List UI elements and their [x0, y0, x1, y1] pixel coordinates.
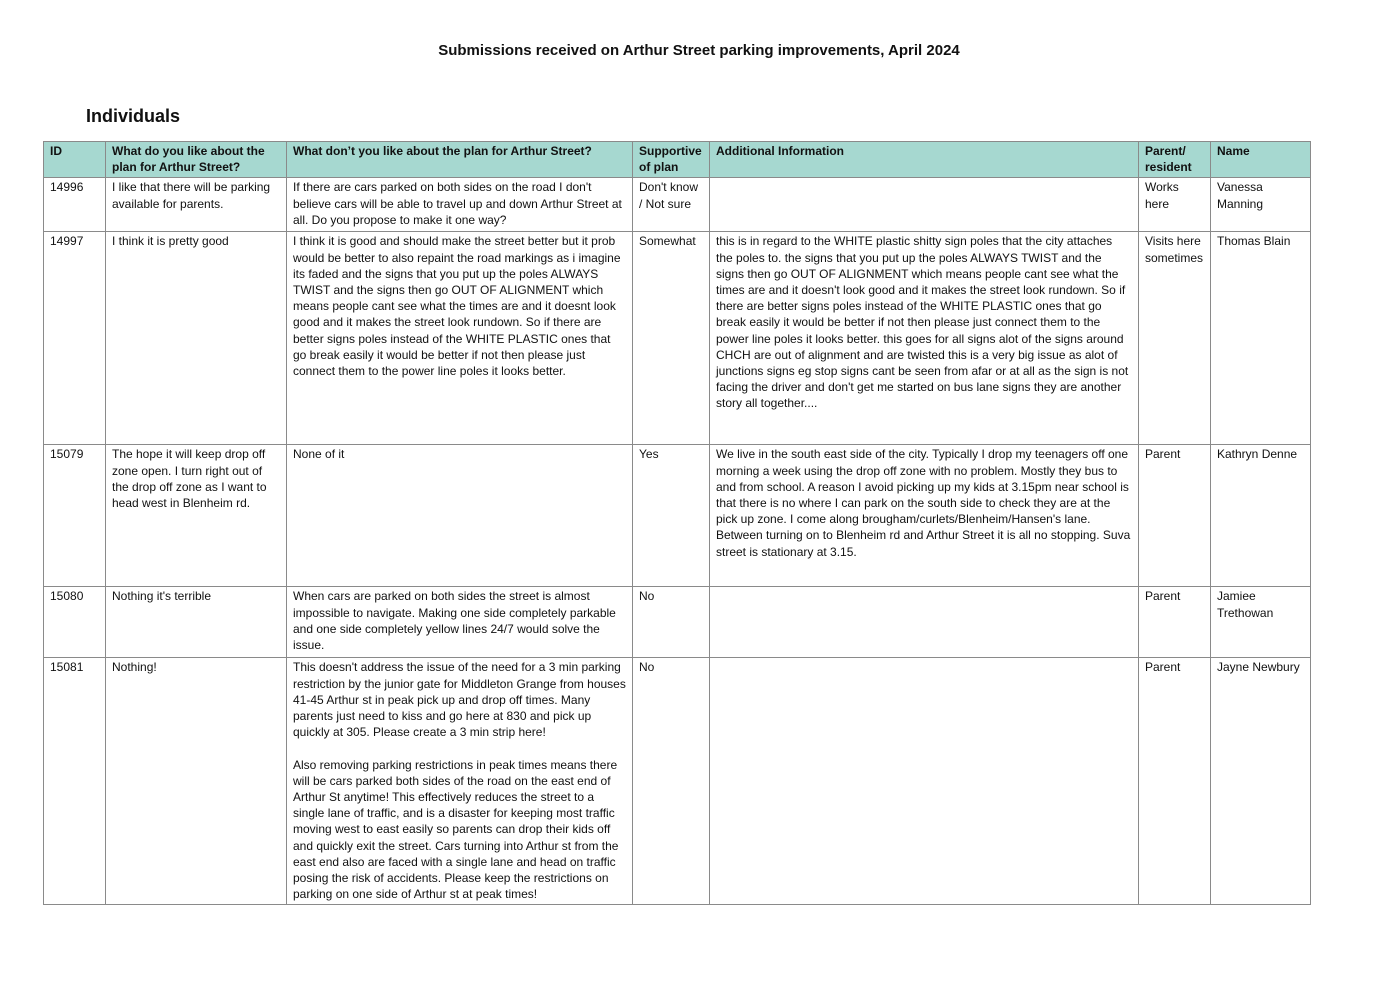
table-row	[44, 232, 1311, 445]
cell-supportive: Yes	[633, 445, 710, 587]
header-parent-resident: Parent/ resident	[1139, 142, 1211, 178]
table-row	[44, 587, 1311, 658]
cell-like: Nothing it's terrible	[106, 587, 287, 658]
cell-additional	[710, 658, 1139, 905]
cell-additional: We live in the south east side of the city. Typically I drop my teenagers off one morning a week using the drop off zone with no problem. Mostly they bus to and from school. A reason I avoid picking up my kids at 3.15pm near school is that there is no where I can park on the south side to check they are at the pick up zone. I come along brougham/curlets/Blenheim/Hansen's lane. Between turning on to Blenheim rd and Arthur Street it is all no stopping. Suva street is stationary at 3.15.	[710, 445, 1139, 587]
cell-name: Kathryn Denne	[1211, 445, 1311, 587]
cell-like: I like that there will be parking available for parents.	[106, 178, 287, 232]
cell-supportive: Somewhat	[633, 232, 710, 445]
cell-parent-resident: Parent	[1139, 658, 1211, 905]
cell-parent-resident: Works here	[1139, 178, 1211, 232]
header-additional: Additional Information	[710, 142, 1139, 178]
cell-like: I think it is pretty good	[106, 232, 287, 445]
header-supportive: Supportive of plan	[633, 142, 710, 178]
header-id: ID	[44, 142, 106, 178]
cell-id: 14997	[44, 232, 106, 445]
cell-parent-resident: Visits here sometimes	[1139, 232, 1211, 445]
section-heading: Individuals	[86, 106, 181, 126]
cell-additional	[710, 178, 1139, 232]
table-row	[44, 445, 1311, 587]
cell-dislike: If there are cars parked on both sides on the road I don't believe cars will be able to travel up and down Arthur Street at all. Do you propose to make it one way?	[287, 178, 633, 232]
cell-parent-resident: Parent	[1139, 587, 1211, 658]
document-title: Submissions received on Arthur Street parking improvements, April 2024	[438, 42, 960, 59]
cell-supportive: Don't know / Not sure	[633, 178, 710, 232]
cell-like: The hope it will keep drop off zone open. I turn right out of the drop off zone as I want to head west in Blenheim rd.	[106, 445, 287, 587]
table-header-row	[44, 142, 1311, 178]
cell-name: Thomas Blain	[1211, 232, 1311, 445]
cell-like: Nothing!	[106, 658, 287, 905]
cell-dislike: This doesn't address the issue of the need for a 3 min parking restriction by the junior gate for Middleton Grange from houses 41-45 Arthur st in peak pick up and drop off times. Many parents just need to kiss and go here at 830 and pick up quickly at 305. Please create a 3 min strip here! Also removing parking restrictions in peak times means there will be cars parked both sides of the road on the east end of Arthur St anytime! This effectively reduces the street to a single lane of traffic, and is a disaster for keeping most traffic moving west to east easily so parents can drop their kids off and quickly exit the street. Cars turning into Arthur st from the east end also are faced with a single lane and head on traffic posing the risk of accidents. Please keep the restrictions on parking on one side of Arthur st at peak times!	[287, 658, 633, 905]
cell-additional	[710, 587, 1139, 658]
cell-dislike: When cars are parked on both sides the street is almost impossible to navigate. Making one side completely parkable and one side completely yellow lines 24/7 would solve the issue.	[287, 587, 633, 658]
table-row	[44, 658, 1311, 905]
cell-parent-resident: Parent	[1139, 445, 1211, 587]
cell-id: 15080	[44, 587, 106, 658]
cell-supportive: No	[633, 658, 710, 905]
header-name: Name	[1211, 142, 1311, 178]
cell-id: 15079	[44, 445, 106, 587]
cell-name: Jamiee Trethowan	[1211, 587, 1311, 658]
cell-id: 14996	[44, 178, 106, 232]
submissions-table	[43, 141, 1311, 905]
cell-id: 15081	[44, 658, 106, 905]
table-row	[44, 178, 1311, 232]
cell-dislike: None of it	[287, 445, 633, 587]
cell-name: Jayne Newbury	[1211, 658, 1311, 905]
header-like: What do you like about the plan for Arthur Street?	[106, 142, 287, 178]
cell-supportive: No	[633, 587, 710, 658]
cell-name: Vanessa Manning	[1211, 178, 1311, 232]
cell-additional: this is in regard to the WHITE plastic shitty sign poles that the city attaches the poles to. the signs that you put up the poles ALWAYS TWIST and the signs then go OUT OF ALIGNMENT which means people cant see what the times are and it doesn't look good and it makes the street look rundown. So if there are better signs poles instead of the WHITE PLASTIC ones that go break easily it would be better if not then please just connect them to the power line poles it looks better. this goes for all signs alot of the signs around CHCH are out of alignment and are twisted this is a very big issue as alot of junctions signs eg stop signs cant be seen from afar or at all as the sign is not facing the driver and don't get me started on bus lane signs they are another story all together....	[710, 232, 1139, 445]
header-dislike: What don’t you like about the plan for Arthur Street?	[287, 142, 633, 178]
cell-dislike: I think it is good and should make the street better but it prob would be better to also repaint the road markings as i imagine its faded and the signs that you put up the poles ALWAYS TWIST and the signs then go OUT OF ALIGNMENT which means people cant see what the times are and it doesnt look good and it makes the street look rundown. So if there are better signs poles instead of the WHITE PLASTIC ones that go break easily it would be better if not then please just connect them to the power line poles it looks better.	[287, 232, 633, 445]
